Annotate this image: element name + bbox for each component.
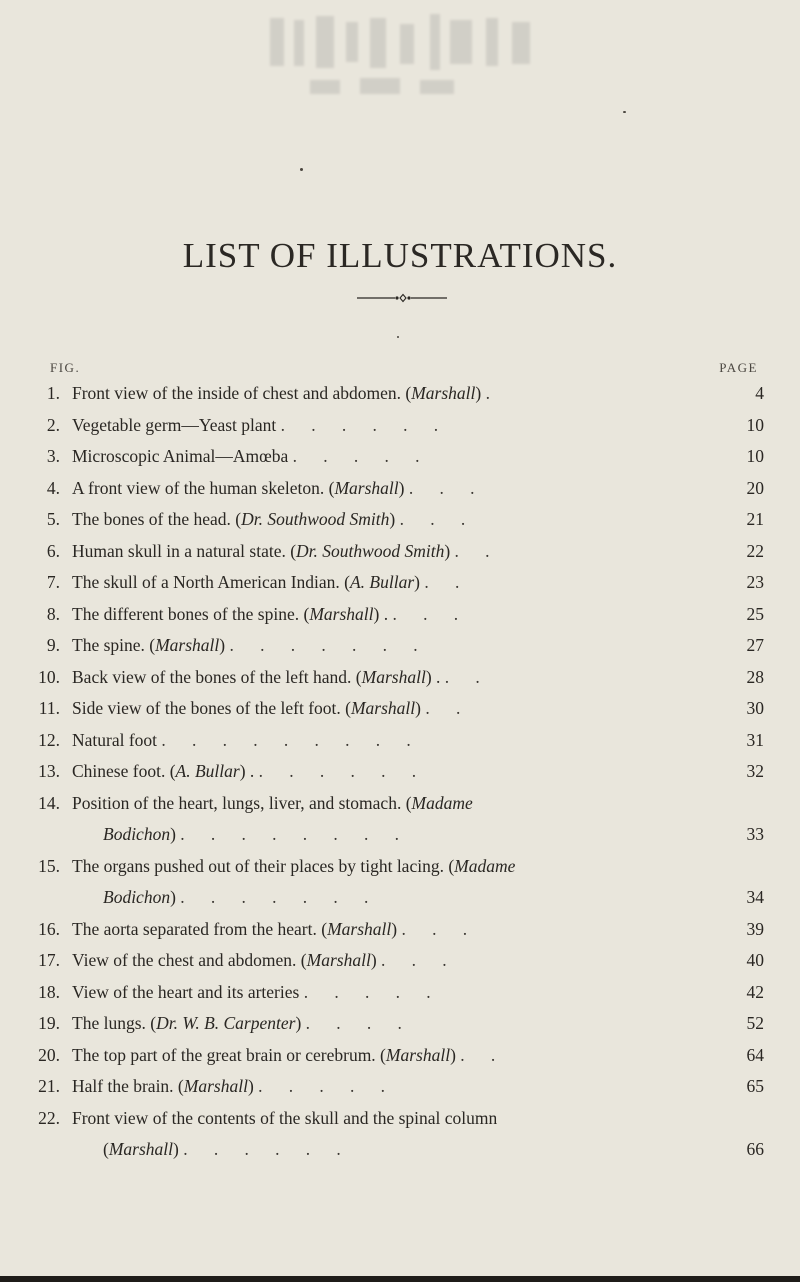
page-number: 52 [746, 1013, 764, 1033]
caption-credit: A. Bullar [175, 761, 240, 781]
caption-credit: Marshall [108, 1139, 174, 1159]
dot-leader: . . . . . . [178, 1139, 341, 1159]
figure-caption: Human skull in a natural state. (Dr. Southwood Smith) . . [72, 540, 490, 561]
figure-caption: Vegetable germ—Yeast plant . . . . . . [72, 414, 439, 435]
figure-number: 6. [46, 540, 60, 561]
list-item [0, 788, 800, 851]
page-column-header: PAGE [719, 360, 758, 375]
caption-credit: Bodichon [103, 824, 171, 844]
list-item [0, 851, 800, 914]
list-item [0, 725, 800, 757]
list-item [0, 1040, 800, 1072]
figure-number: 3. [46, 446, 60, 466]
figure-number: 15. [38, 855, 60, 876]
fig-column-header: FIG. [50, 360, 81, 375]
page-number: 20 [746, 477, 764, 498]
figure-caption: Microscopic Animal—Amœba . . . . . [72, 446, 420, 466]
figure-number: 7. [46, 572, 60, 592]
figure-caption: The organs pushed out of their places by tight lacing. (Madame [72, 855, 516, 876]
figure-caption: Front view of the contents of the skull and the spinal column [72, 1107, 498, 1128]
figure-caption: Front view of the inside of chest and abdomen. (Marshall) . [72, 383, 517, 403]
page-number: 64 [746, 1044, 764, 1065]
caption-credit: Dr. Southwood Smith [296, 540, 445, 561]
dot-leader: . . [450, 540, 490, 561]
dot-leader: . . . . . . . [225, 635, 418, 655]
figure-caption: The lungs. (Dr. W. B. Carpenter) . . . . [72, 1013, 402, 1033]
figure-caption-continued: Bodichon) . . . . . . . [103, 887, 369, 907]
figure-caption: A front view of the human skeleton. (Marshall) . . . [72, 477, 475, 498]
dot-leader: . . . . . . . . . [157, 729, 411, 750]
figure-number: 19. [38, 1013, 60, 1033]
dot-leader: . . . [395, 509, 466, 529]
dot-leader: . . [420, 698, 461, 718]
figure-number: 10. [38, 666, 60, 687]
figure-caption: Chinese foot. (A. Bullar) . . . . . . . [72, 761, 417, 781]
page-number: 22 [746, 540, 764, 561]
page-number: 32 [746, 761, 764, 781]
figure-caption-continued: Bodichon) . . . . . . . . [103, 824, 400, 844]
figure-number: 18. [38, 981, 60, 1002]
page-number: 34 [746, 887, 764, 907]
list-item [0, 945, 800, 977]
caption-credit: Dr. Southwood Smith [241, 509, 390, 529]
dot-leader: . . . . [301, 1013, 402, 1033]
specks [397, 336, 399, 338]
dot-leader: . . . . . [288, 446, 420, 466]
figure-number: 14. [38, 792, 60, 813]
figure-caption: Back view of the bones of the left hand. (Marshall) . . . [72, 666, 480, 687]
figure-caption: View of the heart and its arteries . . . . . [72, 981, 431, 1002]
page-number: 25 [746, 603, 764, 624]
figure-number: 11. [38, 698, 60, 718]
figure-number: 4. [46, 477, 60, 498]
figure-number: 1. [46, 383, 60, 403]
caption-credit: A. Bullar [349, 572, 415, 592]
figure-number: 16. [38, 918, 60, 939]
figure-number: 20. [38, 1044, 60, 1065]
dot-leader: . [481, 383, 517, 403]
figure-number: 8. [46, 603, 60, 624]
dot-leader: . . . . . . [254, 761, 417, 781]
figure-caption: Half the brain. (Marshall) . . . . . [72, 1076, 386, 1096]
figure-caption: The bones of the head. (Dr. Southwood Smith) . . . [72, 509, 466, 529]
list-item [0, 662, 800, 694]
page-number: 21 [746, 509, 764, 529]
list-item [0, 410, 800, 442]
figure-caption: Position of the heart, lungs, liver, and stomach. (Madame [72, 792, 473, 813]
list-item [0, 441, 800, 473]
list-item [0, 1071, 800, 1103]
page-number: 42 [746, 981, 764, 1002]
figure-number: 5. [46, 509, 60, 529]
caption-credit: Marshall [306, 950, 371, 970]
figure-caption: View of the chest and abdomen. (Marshall) . . . [72, 950, 447, 970]
caption-credit: Madame [454, 855, 516, 876]
list-item [0, 693, 800, 725]
list-item [0, 756, 800, 788]
figure-number: 17. [38, 950, 60, 970]
page-number: 33 [746, 824, 764, 844]
dot-leader: . . [419, 572, 460, 592]
list-item [0, 630, 800, 662]
dot-leader: . . . . . [299, 981, 431, 1002]
page-number: 65 [746, 1076, 764, 1096]
figure-caption: Side view of the bones of the left foot. (Marshall) . . [72, 698, 461, 718]
figure-number: 12. [38, 729, 60, 750]
caption-credit: Marshall [385, 1044, 451, 1065]
show-through-text [250, 0, 570, 120]
page-number: 40 [746, 950, 764, 970]
caption-credit: Marshall [361, 666, 426, 687]
caption-credit: Marshall [327, 918, 392, 939]
figure-caption: Natural foot . . . . . . . . . [72, 729, 411, 750]
specks [623, 111, 626, 113]
list-item [0, 599, 800, 631]
caption-credit: Marshall [350, 698, 416, 718]
page-number: 30 [746, 698, 764, 718]
page-title: LIST OF ILLUSTRATIONS. [182, 236, 618, 275]
list-item [0, 378, 800, 410]
caption-credit: Marshall [155, 635, 220, 655]
page-number: 28 [746, 666, 764, 687]
ornament-rule [357, 292, 447, 304]
figure-caption-continued: (Marshall) . . . . . . [103, 1139, 341, 1159]
page-edge [0, 1276, 800, 1282]
figure-caption: The aorta separated from the heart. (Marshall) . . . [72, 918, 468, 939]
page-number: 66 [746, 1139, 764, 1159]
list-item [0, 536, 800, 568]
dot-leader: . . . [376, 950, 447, 970]
list-item [0, 1103, 800, 1166]
dot-leader: . . . . . . . [175, 887, 369, 907]
page-number: 31 [746, 729, 764, 750]
dot-leader: . . . . . [253, 1076, 386, 1096]
page-number: 23 [746, 572, 764, 592]
caption-credit: Marshall [411, 383, 476, 403]
caption-credit: Madame [411, 792, 473, 813]
figure-caption: The skull of a North American Indian. (A. Bullar) . . [72, 572, 460, 592]
list-item [0, 977, 800, 1009]
list-item [0, 567, 800, 599]
dot-leader: . . [440, 666, 480, 687]
caption-credit: Bodichon [103, 887, 171, 907]
figure-number: 13. [38, 761, 60, 781]
figure-number: 21. [38, 1076, 60, 1096]
page-number: 39 [746, 918, 764, 939]
figure-number: 22. [38, 1107, 60, 1128]
dot-leader: . . . . . . [276, 414, 439, 435]
caption-credit: Marshall [334, 477, 399, 498]
page-number: 10 [746, 414, 764, 435]
dot-leader: . . . [397, 918, 468, 939]
page-number: 10 [746, 446, 764, 466]
figure-number: 9. [46, 635, 60, 655]
figure-caption: The spine. (Marshall) . . . . . . . [72, 635, 418, 655]
caption-credit: Marshall [183, 1076, 248, 1096]
figure-caption: The top part of the great brain or cerebrum. (Marshall) . . [72, 1044, 496, 1065]
page-number: 27 [746, 635, 764, 655]
illustrations-list [0, 378, 800, 1166]
figure-number: 2. [46, 414, 60, 435]
specks [300, 168, 303, 171]
dot-leader: . . . [388, 603, 459, 624]
caption-credit: Dr. W. B. Carpenter [156, 1013, 296, 1033]
list-item [0, 914, 800, 946]
dot-leader: . . . . . . . . [175, 824, 400, 844]
dot-leader: . . . [404, 477, 475, 498]
page-number: 4 [755, 383, 764, 403]
dot-leader: . . [455, 1044, 496, 1065]
list-item [0, 504, 800, 536]
list-item [0, 1008, 800, 1040]
caption-credit: Marshall [309, 603, 374, 624]
figure-caption: The different bones of the spine. (Marshall) . . . . [72, 603, 459, 624]
list-item [0, 473, 800, 505]
